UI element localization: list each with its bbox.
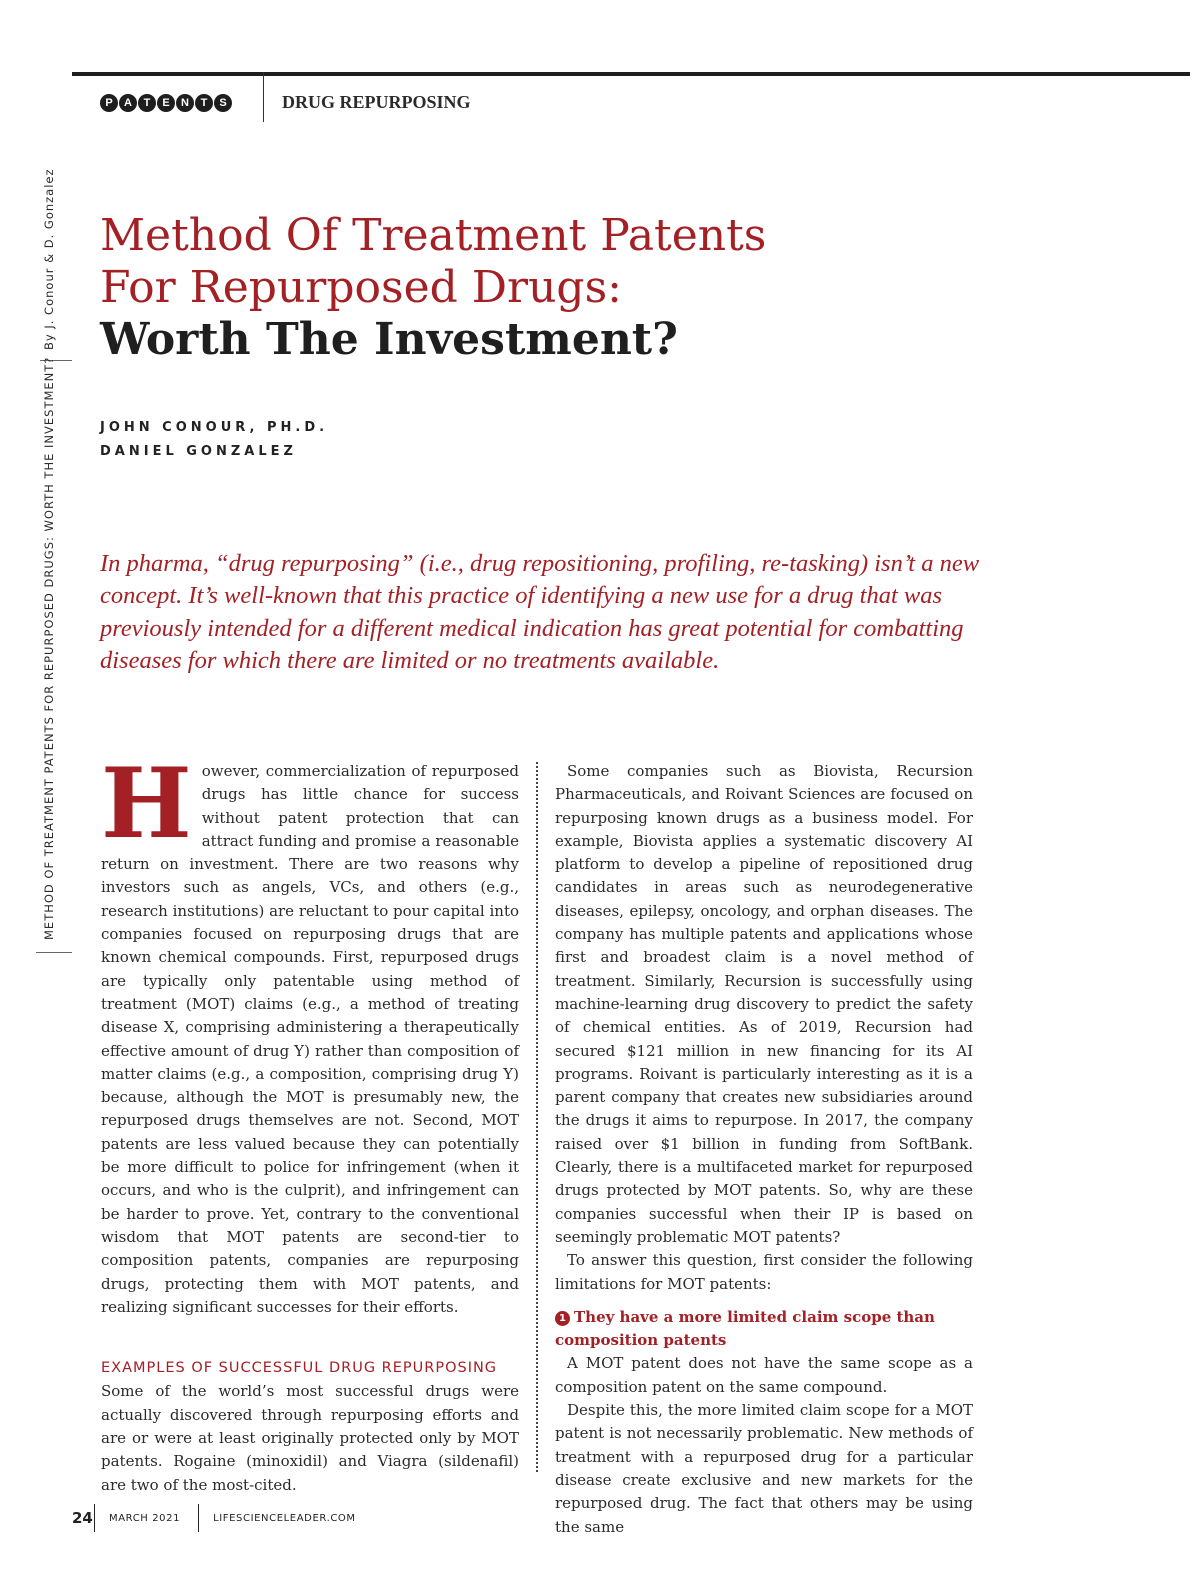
page-footer bbox=[72, 1504, 356, 1532]
author-name: JOHN CONOUR, PH.D. bbox=[100, 420, 329, 435]
section-letter: E bbox=[157, 94, 175, 112]
point-heading-text: They have a more limited claim scope than composition patents bbox=[555, 1307, 935, 1350]
author-name: DANIEL GONZALEZ bbox=[100, 444, 297, 459]
body-paragraph: Some companies such as Biovista, Recursion Pharmaceuticals, and Roivant Sciences are focused on repurposing known drugs as a business model. For example, Biovista applies a systematic discovery AI platform to develop a pipeline of repositioned drug candidates in areas such as neurodegenerative diseases, epilepsy, oncology, and orphan diseases. The company has multiple patents and applications whose first and broadest claim is a novel method of treatment. Similarly, Recursion is successfully using machine-learning drug discovery to predict the safety of chemical entities. As of 2019, Recursion had secured $121 million in new financing for its AI programs. Roivant is particularly interesting as it is a parent company that creates new subsidiaries around the drugs it aims to repurpose. In 2017, the company raised over $1 billion in funding from SoftBank. Clearly, there is a multifaceted market for repurposed drugs protected by MOT patents. So, why are these companies successful when their IP is based on seemingly problematic MOT patents? bbox=[555, 762, 973, 1246]
section-letter: N bbox=[176, 94, 194, 112]
section-letter: P bbox=[100, 94, 118, 112]
number-badge-icon: 1 bbox=[555, 1311, 570, 1326]
issue-date: MARCH 2021 bbox=[109, 1512, 181, 1524]
section-letter: T bbox=[195, 94, 213, 112]
body-paragraph: To answer this question, first consider the following limitations for MOT patents: bbox=[555, 1251, 973, 1293]
title-line-bold: Worth The Investment? bbox=[100, 314, 678, 365]
body-paragraph: Despite this, the more limited claim scope for a MOT patent is not necessarily problematic. New methods of treatment with a repurposed drug for a particular disease create exclusive and new markets for the repurposed drug. The fact that others may be using the same bbox=[555, 1401, 973, 1536]
point-heading bbox=[555, 1306, 973, 1353]
article-deck: In pharma, “drug repurposing” (i.e., drug repositioning, profiling, re-tasking) isn’t a new concept. It’s well-known that this practice of identifying a new use for a drug that was previously intended for a different medical indication has great potential for combatting diseases for which there are limited or no treatments available. bbox=[100, 550, 980, 674]
body-paragraph: A MOT patent does not have the same scope as a composition patent on the same compound. bbox=[555, 1354, 973, 1396]
section-tag-patents bbox=[100, 94, 232, 112]
title-line: Method Of Treatment Patents bbox=[100, 210, 767, 261]
sidebar-byline: By J. Conour & D. Gonzalez bbox=[42, 168, 56, 350]
section-title: DRUG REPURPOSING bbox=[282, 92, 471, 112]
footer-divider bbox=[198, 1504, 199, 1532]
section-subhead: EXAMPLES OF SUCCESSFUL DRUG REPURPOSING bbox=[101, 1360, 498, 1377]
section-letter: S bbox=[214, 94, 232, 112]
author-list bbox=[100, 416, 328, 464]
header-divider bbox=[263, 72, 264, 122]
site-url: LIFESCIENCELEADER.COM bbox=[213, 1512, 356, 1524]
page-number: 24 bbox=[72, 1509, 93, 1527]
body-column-left bbox=[101, 747, 520, 1497]
section-letter: T bbox=[138, 94, 156, 112]
body-paragraph: Some of the world’s most successful drugs were actually discovered through repurposing efforts and are or were at least originally protected only by MOT patents. Rogaine (minoxidil) and Viagra (sildenafil) are two of the most-cited. bbox=[101, 1382, 519, 1494]
body-column-right bbox=[555, 760, 973, 1539]
section-letter: A bbox=[119, 94, 137, 112]
sidebar-divider bbox=[36, 952, 72, 953]
title-line: For Repurposed Drugs: bbox=[100, 262, 622, 313]
sidebar-running-title: METHOD OF TREATMENT PATENTS FOR REPURPOSED DRUGS: WORTH THE INVESTMENT? bbox=[42, 356, 56, 940]
body-paragraph: owever, commercialization of repurposed drugs has little chance for success without patent protection that can attract funding and promise a reasonable return on investment. There are two reasons why investors such as angels, VCs, and others (e.g., research institutions) are reluctant to pour capital into companies focused on repurposing drugs that are known chemical compounds. First, repurposed drugs are typically only patentable using method of treatment (MOT) claims (e.g., a method of treating disease X, comprising administering a therapeutically effective amount of drug Y) rather than composition of matter claims (e.g., a composition, comprising drug Y) because, although the MOT is presumably new, the repurposed drugs themselves are not. Second, MOT patents are less valued because they can potentially be more difficult to police for infringement (when it occurs, and who is the culprit), and infringement can be harder to prove. Yet, contrary to the conventional wisdom that MOT patents are second-tier to composition patents, companies are repurposing drugs, protecting them with MOT patents, and realizing significant successes for their efforts. bbox=[101, 762, 520, 1316]
drop-cap: H bbox=[101, 747, 192, 860]
column-divider bbox=[536, 762, 538, 1472]
top-rule bbox=[72, 72, 1190, 76]
footer-divider bbox=[94, 1504, 95, 1532]
article-title bbox=[100, 210, 880, 366]
